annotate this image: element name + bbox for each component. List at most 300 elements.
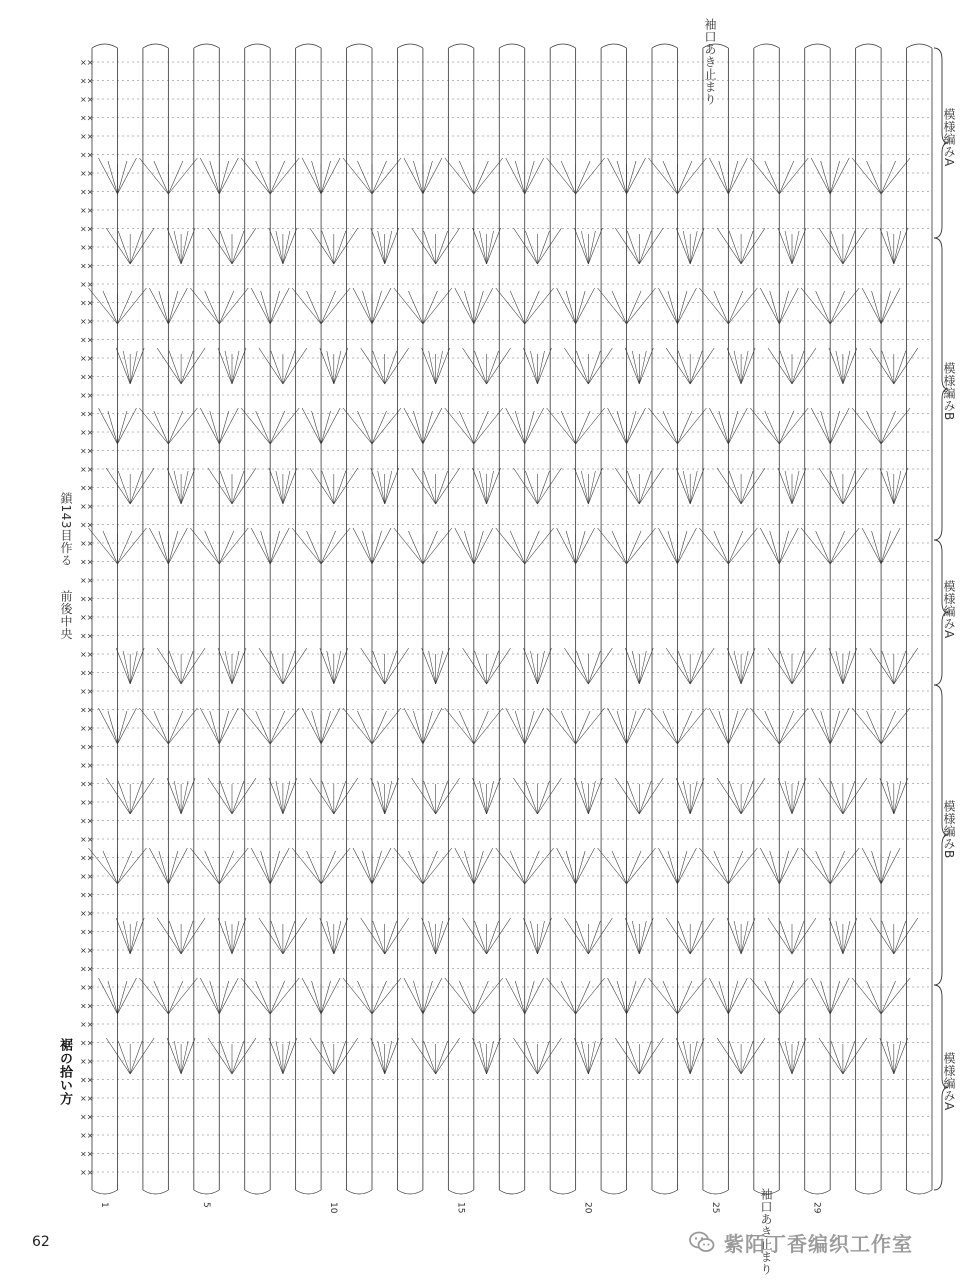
fan-stitch [159,851,169,884]
fan-stitch [480,231,487,264]
fan-stitch [385,471,392,504]
fan-stitch [867,981,882,1014]
fan-stitch [480,781,487,814]
fan-stitch [779,981,794,1014]
fan-stitch [639,651,646,684]
row-number: 29 [811,1202,822,1214]
fan-stitch [617,981,627,1014]
fan-stitch [487,648,511,684]
fan-stitch [181,1038,195,1074]
fan-stitch [218,918,232,954]
sc-mark: ×× [80,1094,94,1103]
fan-stitch [218,348,232,384]
chain-arc [296,1190,321,1194]
fan-stitch [741,781,753,814]
fan-stitch [547,978,576,1014]
fan-stitch [108,981,118,1014]
fan-stitch [321,978,340,1014]
fan-stitch [792,781,799,814]
fan-stitch [219,288,248,324]
fan-stitch [334,1038,358,1074]
fan-motifs [88,158,917,1074]
fan-stitch [729,1041,741,1074]
sc-mark: ×× [80,428,94,437]
fan-stitch [259,648,283,684]
chain-count-label: 鎖143目作る [59,492,73,567]
chain-arc [143,1190,168,1194]
fan-stitch [358,981,373,1014]
fan-stitch [220,781,232,814]
sc-mark: ×× [80,280,94,289]
fan-stitch [811,708,830,744]
fan-stitch [413,711,423,744]
fan-stitch [677,528,696,564]
fan-stitch [251,848,270,884]
fan-stitch [727,648,741,684]
fan-stitch [130,351,137,384]
fan-stitch [677,288,696,324]
fan-stitch [561,981,576,1014]
fan-stitch [537,228,561,264]
fan-stitch [334,1041,346,1074]
fan-stitch [728,711,738,744]
fan-stitch [581,1041,588,1074]
fan-stitch [510,851,525,884]
fan-stitch [385,921,397,954]
fan-stitch [537,348,551,384]
fan-stitch [639,781,651,814]
fan-stitch [537,1041,549,1074]
fan-stitch [729,471,741,504]
fan-stitch [358,161,373,194]
fan-stitch [576,708,605,744]
watermark-text: 紫陌丁香编织工作室 [724,1231,913,1256]
sc-mark: ×× [80,113,94,123]
fan-stitch [658,848,677,884]
fan-stitch [819,468,843,504]
fan-stitch [219,531,234,564]
fan-stitch [343,158,372,194]
fan-stitch [690,228,704,264]
fan-stitch [894,231,901,264]
section-label: 模様編みA [942,108,956,167]
fan-stitch [321,851,336,884]
fan-stitch [283,778,297,814]
fan-stitch [283,231,290,264]
fan-stitch [829,918,843,954]
fan-stitch [334,781,346,814]
fan-stitch [269,1038,283,1074]
fan-stitch [778,1038,792,1074]
fan-stitch [648,158,677,194]
sc-mark: ×× [80,946,94,955]
fan-stitch [625,348,639,384]
fan-stitch [117,531,132,564]
fan-stitch [690,918,714,954]
fan-stitch [862,528,881,564]
fan-stitch [473,468,487,504]
chain-arc [296,44,321,48]
fan-stitch [270,158,299,194]
fan-stitch [429,921,436,954]
fan-stitch [666,918,690,954]
fan-stitch [168,161,183,194]
sc-mark: ×× [80,909,94,918]
fan-stitch [564,648,588,684]
fan-stitch [843,228,867,264]
fan-stitch [768,648,792,684]
fan-stitch [474,848,493,884]
fan-stitch [168,708,197,744]
sc-mark: ×× [80,668,94,678]
fan-stitch [741,651,748,684]
chain-arc [448,1190,473,1194]
fan-stitch [487,651,499,684]
fan-stitch [677,711,692,744]
fan-stitch [200,408,219,444]
fan-stitch [779,288,798,324]
fan-stitch [530,651,537,684]
fan-stitch [719,161,729,194]
fan-stitch [276,471,283,504]
fan-stitch [843,648,857,684]
fan-stitch [372,851,382,884]
fan-stitch [321,288,350,324]
fan-stitch [241,978,270,1014]
fan-stitch [894,651,906,684]
fan-stitch [459,981,474,1014]
sc-mark: ×× [80,446,94,456]
fan-stitch [167,468,181,504]
fan-stitch [181,231,188,264]
fan-stitch [270,528,289,564]
fan-stitch [894,351,906,384]
fan-stitch [334,348,348,384]
fan-stitch [251,528,270,564]
fan-stitch [371,468,385,504]
fan-stitch [830,411,840,444]
fan-stitch [741,228,765,264]
fan-stitch [677,981,692,1014]
fan-stitch [220,1041,232,1074]
chain-arc [550,44,575,48]
fan-stitch [167,228,181,264]
fan-stitch [588,471,595,504]
fan-stitch [741,351,748,384]
chain-arc [194,44,219,48]
fan-stitch [821,411,831,444]
fan-stitch [760,288,779,324]
fan-stitch [429,651,436,684]
fan-stitch [561,711,576,744]
fan-stitch [683,1041,690,1074]
fan-stitch [780,351,792,384]
fan-stitch [627,158,646,194]
fan-stitch [372,978,401,1014]
fan-stitch [717,1038,741,1074]
fan-stitch [780,921,792,954]
fan-stitch [525,708,544,744]
fan-stitch [270,288,289,324]
fan-stitch [372,981,387,1014]
fan-stitch [423,288,452,324]
fan-stitch [625,648,639,684]
fan-stitch [728,848,757,884]
fan-stitch [882,651,894,684]
fan-stitch [639,468,663,504]
fan-stitch [117,408,136,444]
fan-stitch [830,288,859,324]
fan-stitch [496,848,525,884]
fan-stitch [473,1038,487,1074]
fan-stitch [321,711,331,744]
fan-stitch [422,348,436,384]
fan-stitch [566,851,576,884]
fan-stitch [821,711,831,744]
fan-stitch [270,851,280,884]
fan-stitch [327,351,334,384]
fan-stitch [232,348,246,384]
fan-stitch [729,231,741,264]
fan-stitch [321,411,331,444]
fan-stitch [867,711,882,744]
fan-stitch [200,708,219,744]
fan-stitch [487,1041,494,1074]
fan-stitch [830,848,859,884]
fan-stitch [728,291,743,324]
chain-arc [754,44,779,48]
sc-mark: ×× [80,224,94,234]
fan-stitch [270,411,285,444]
fan-stitch [728,708,747,744]
sc-mark: ×× [80,1168,94,1177]
fan-stitch [130,1038,154,1074]
fan-stitch [537,781,549,814]
fan-stitch [617,711,627,744]
fan-stitch [588,778,602,814]
fan-stitch [283,781,290,814]
fan-stitch [880,228,894,264]
fan-stitch [475,921,487,954]
fan-stitch [168,288,187,324]
fan-stitch [588,1041,595,1074]
fan-stitch [334,471,346,504]
fan-stitch [598,288,627,324]
fan-stitch [174,781,181,814]
fan-stitch [690,648,714,684]
fan-stitch [830,528,859,564]
fan-stitch [251,288,270,324]
fan-stitch [283,228,297,264]
fan-stitch [205,531,220,564]
fan-stitch [523,348,537,384]
chain-arc [805,44,830,48]
fan-stitch [627,528,656,564]
fan-stitch [525,711,535,744]
fan-stitch [130,468,154,504]
fan-stitch [780,651,792,684]
chain-arc [347,44,372,48]
fan-stitch [632,921,639,954]
fan-stitch [218,648,232,684]
fan-stitch [139,158,168,194]
fan-stitch [564,348,588,384]
fan-stitch [210,411,220,444]
fan-stitch [515,161,525,194]
fan-stitch [677,291,687,324]
fan-stitch [232,1038,256,1074]
fan-stitch [525,978,544,1014]
row-numbers [99,1202,822,1214]
sc-mark: ×× [80,58,94,67]
fan-stitch [174,1041,181,1074]
sc-mark: ×× [80,354,94,363]
fan-stitch [778,778,792,814]
fan-stitch [463,648,487,684]
fan-stitch [321,291,336,324]
sc-mark: ×× [80,853,94,863]
fan-stitch [627,981,637,1014]
fan-stitch [588,231,595,264]
fan-stitch [205,851,220,884]
chain-arc [397,1190,422,1194]
fan-stitch [219,161,229,194]
fan-stitch [525,528,554,564]
chain-arc [448,44,473,48]
fan-stitch [727,918,741,954]
fan-stitch [464,531,474,564]
fan-stitch [385,231,392,264]
fan-stitch [779,848,798,884]
sleeve-opening-bottom-label: 袖口あき止まり [759,1188,773,1276]
fan-stitch [843,351,850,384]
fan-stitch [741,231,753,264]
fan-stitch [576,528,595,564]
fan-stitch [130,651,137,684]
fan-stitch [862,288,881,324]
fan-stitch [283,1038,297,1074]
fan-stitch [322,1041,334,1074]
fan-stitch [358,711,373,744]
fan-stitch [617,161,627,194]
chain-arc [907,44,932,48]
chain-arc [245,44,270,48]
fan-stitch [729,781,741,814]
fan-stitch [525,231,537,264]
fan-stitch [658,288,677,324]
fan-stitch [270,848,289,884]
fan-stitch [373,351,385,384]
sc-mark: ×× [80,1131,94,1140]
fan-stitch [663,411,678,444]
fan-stitch [881,408,910,444]
fan-stitch [181,1041,188,1074]
fan-stitch [219,981,229,1014]
fan-stitch [200,158,219,194]
fan-stitch [525,981,535,1014]
fan-stitch [588,351,600,384]
sc-mark: ×× [80,261,94,271]
fan-stitch [639,1041,651,1074]
fan-stitch [576,158,605,194]
fan-stitch [261,291,271,324]
fan-stitch [270,711,285,744]
fan-stitch [632,651,639,684]
fan-stitch [353,848,372,884]
fan-stitch [320,918,334,954]
fan-stitch [412,468,436,504]
fan-stitch [429,351,436,384]
chain-arc [92,1190,117,1194]
fan-stitch [149,848,168,884]
fan-stitch [372,158,401,194]
fan-stitch [321,531,336,564]
fan-stitch [108,411,118,444]
fan-stitch [117,411,127,444]
sc-mark: ×× [80,243,94,252]
fan-stitch [515,981,525,1014]
fan-stitch [639,351,646,384]
fan-stitch [269,778,283,814]
fan-stitch [741,1041,753,1074]
fan-stitch [310,1038,334,1074]
fan-stitch [361,348,385,384]
fan-stitch [627,231,639,264]
chain-arc [92,44,117,48]
fan-stitch [232,918,246,954]
fan-stitch [98,708,117,744]
fan-stitch [474,158,503,194]
center-label: 前後中央 [59,590,73,640]
fan-stitch [327,921,334,954]
fan-stitch [870,648,894,684]
fan-stitch [371,228,385,264]
fan-stitch [513,1038,537,1074]
fan-stitch [741,648,755,684]
fan-stitch [436,348,450,384]
fan-stitch [181,651,193,684]
sc-mark: ×× [80,465,94,474]
fan-stitch [525,158,544,194]
fan-stitch [168,528,187,564]
fan-stitch [424,781,436,814]
fan-stitch [576,851,586,884]
fan-stitch [728,981,738,1014]
sc-mark: ×× [80,613,94,622]
fan-stitch [690,781,697,814]
chain-arc [652,1190,677,1194]
fan-stitch [168,531,178,564]
fan-stitch [608,158,627,194]
fan-stitch [506,978,525,1014]
fan-stitch [283,1041,290,1074]
fan-stitch [843,231,855,264]
fan-stitch [627,708,646,744]
fan-stitch [830,158,849,194]
sc-mark: ×× [80,890,94,900]
fan-stitch [283,351,295,384]
fan-stitch [256,711,271,744]
fan-stitch [378,231,385,264]
fan-stitch [292,288,321,324]
fan-stitch [413,411,423,444]
fan-stitch [283,651,295,684]
fan-stitch [270,291,280,324]
row-number: 25 [709,1202,720,1214]
fan-stitch [259,918,283,954]
fan-stitch [423,978,442,1014]
fan-stitch [270,708,299,744]
